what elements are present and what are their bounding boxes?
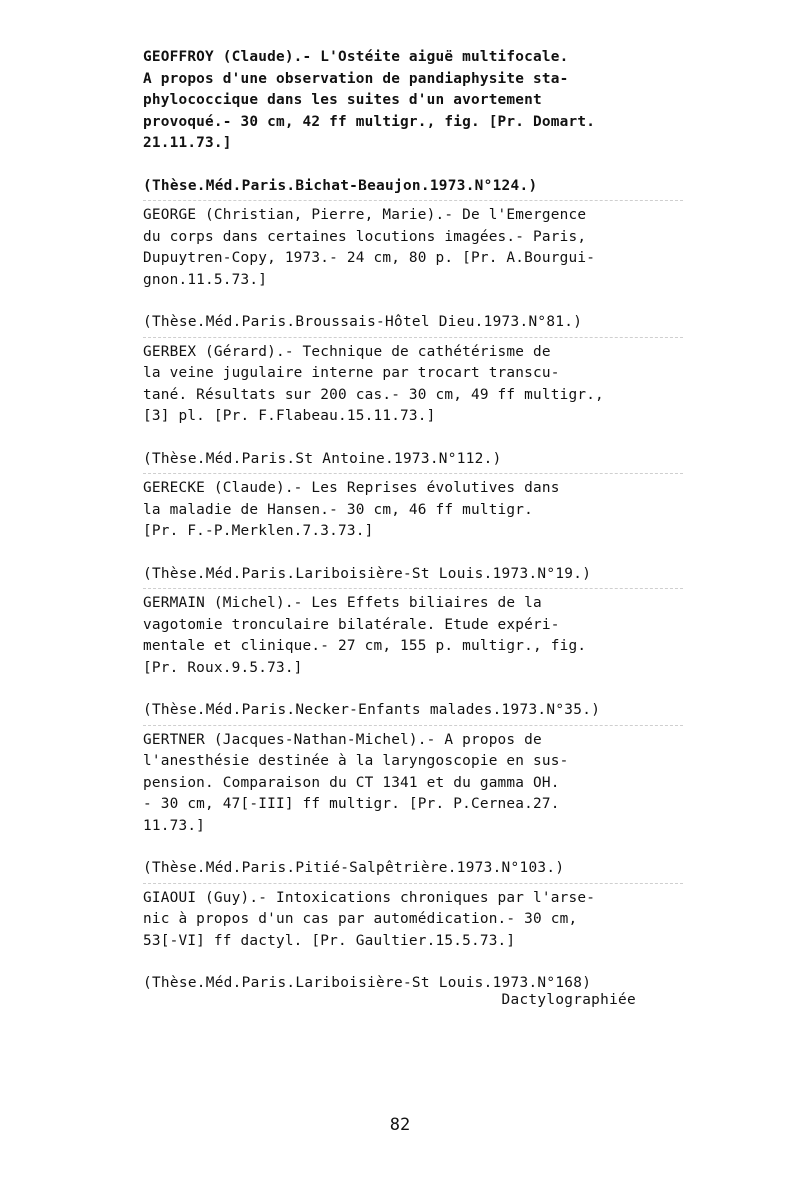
bibliography-entry: [143, 730, 683, 884]
entry-thesis-reference: (Thèse.Méd.Paris.Broussais-Hôtel Dieu.1973.N°81.): [143, 312, 683, 338]
entry-citation: GEOFFROY (Claude).- L'Ostéite aiguë multifocale. A propos d'une observation de pandiaphysite sta- phylococcique dans les suites d'un avortement provoqué.- 30 cm, 42 ff multigr., fig. [Pr. Domart. 21.11.73.]: [143, 49, 596, 151]
footnote-typed-note: Dactylographiée: [501, 992, 636, 1008]
entry-citation: GEORGE (Christian, Pierre, Marie).- De l'Emergence du corps dans certaines locutions imagées.- Paris, Dupuytren-Copy, 1973.- 24 cm, 80 p. [Pr. A.Bourgui- gnon.11.5.73.]: [143, 207, 596, 288]
page-number: 82: [389, 1115, 411, 1135]
bibliography-entry: [143, 593, 683, 726]
entry-thesis-reference: (Thèse.Méd.Paris.Lariboisière-St Louis.1973.N°19.): [143, 564, 683, 590]
bibliography-entry: [143, 47, 683, 201]
entry-citation: GERBEX (Gérard).- Technique de cathétérisme de la veine jugulaire interne par trocart transcu- tané. Résultats sur 200 cas.- 30 cm, 49 ff multigr., [3] pl. [Pr. F.Flabeau.15.11.73.]: [143, 343, 604, 424]
entry-thesis-reference: (Thèse.Méd.Paris.St Antoine.1973.N°112.): [143, 449, 683, 475]
entry-citation: GIAOUI (Guy).- Intoxications chroniques par l'arse- nic à propos d'un cas par automédication.- 30 cm, 53[-VI] ff dactyl. [Pr. Gaultier.15.5.73.]: [143, 889, 596, 949]
entry-thesis-reference: (Thèse.Méd.Paris.Pitié-Salpêtrière.1973.N°103.): [143, 858, 683, 884]
entry-citation: GERECKE (Claude).- Les Reprises évolutives dans la maladie de Hansen.- 30 cm, 46 ff multigr. [Pr. F.-P.Merklen.7.3.73.]: [143, 480, 560, 539]
bibliography-entries: [143, 47, 683, 1002]
bibliography-entry: [143, 205, 683, 338]
bibliography-entry: [143, 888, 683, 998]
entry-thesis-reference: (Thèse.Méd.Paris.Lariboisière-St Louis.1973.N°168): [143, 975, 592, 991]
bibliography-entry: [143, 342, 683, 475]
entry-citation: GERMAIN (Michel).- Les Effets biliaires de la vagotomie tronculaire bilatérale. Etude expéri- mentale et clinique.- 27 cm, 155 p. multigr., fig. [Pr. Roux.9.5.73.]: [143, 595, 587, 676]
entry-thesis-reference: (Thèse.Méd.Paris.Bichat-Beaujon.1973.N°124.): [143, 176, 683, 202]
bibliography-entry: [143, 478, 683, 589]
entry-citation: GERTNER (Jacques-Nathan-Michel).- A propos de l'anesthésie destinée à la laryngoscopie en sus- pension. Comparaison du CT 1341 et du gamma OH. - 30 cm, 47[-III] ff multigr. [Pr. P.Cernea.27. 11.73.]: [143, 731, 569, 834]
entry-thesis-reference: (Thèse.Méd.Paris.Necker-Enfants malades.1973.N°35.): [143, 700, 683, 726]
